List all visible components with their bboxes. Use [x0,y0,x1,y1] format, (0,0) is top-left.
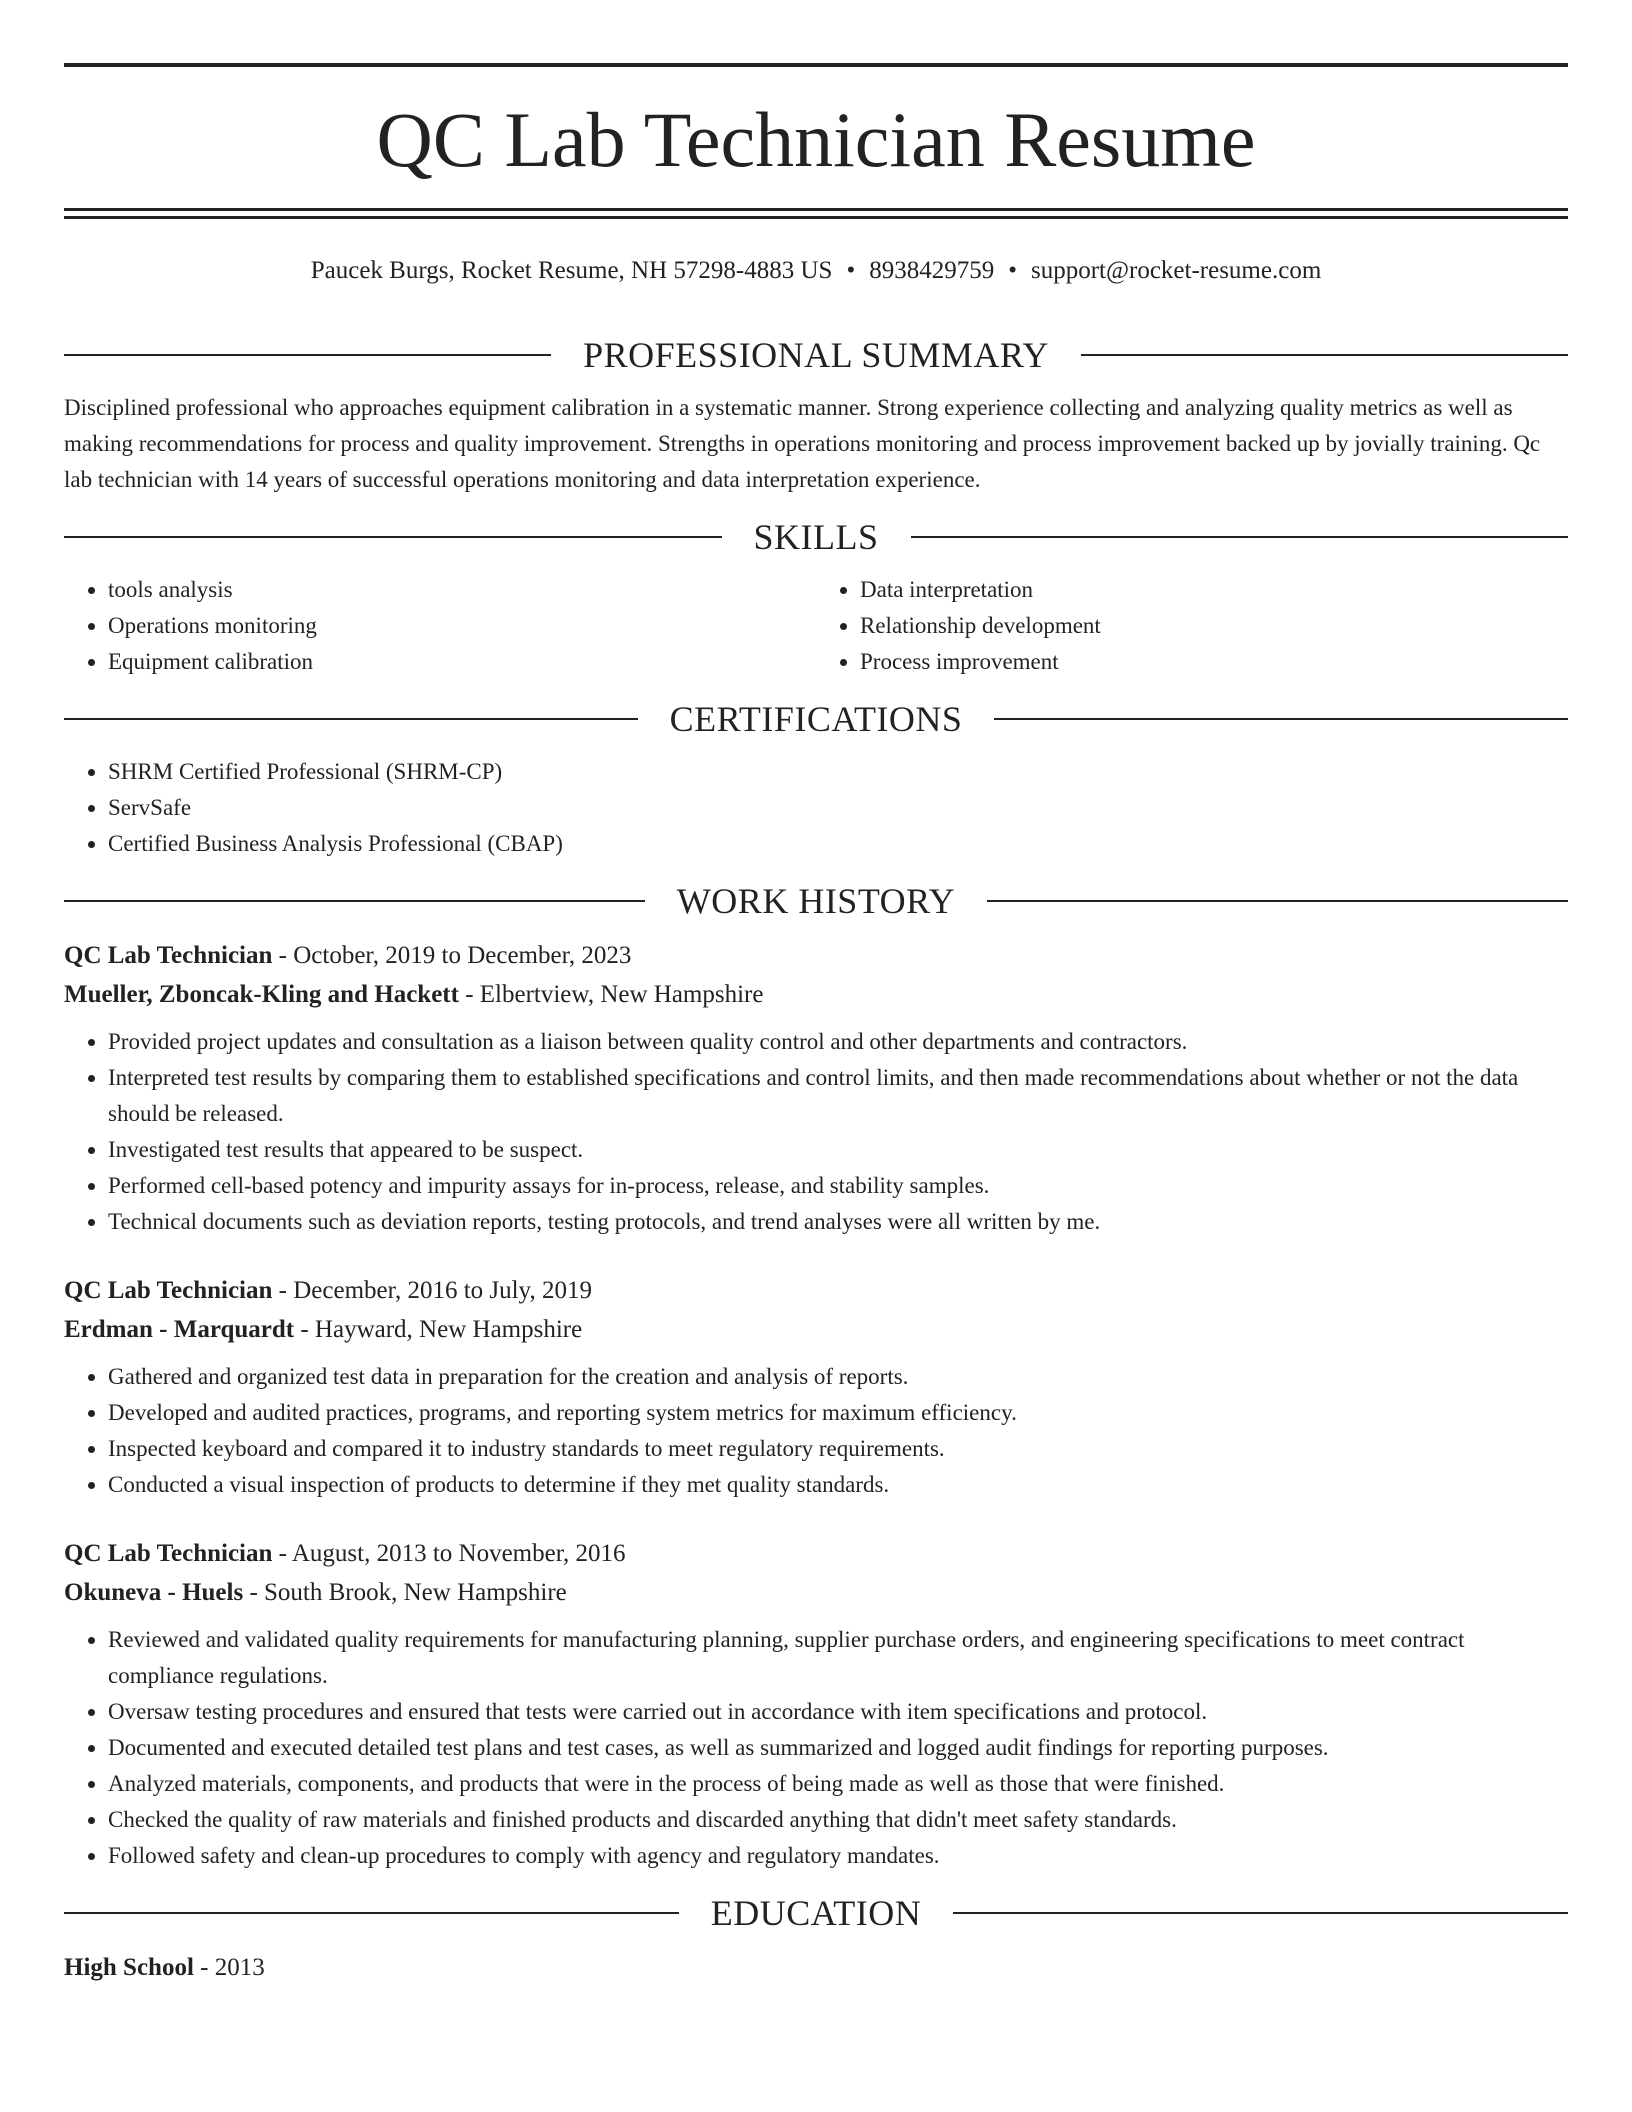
summary-heading [64,330,1568,380]
job-bullet: • Provided project updates and consultation as a liaison between quality control and other departments and contractors. [108,1024,1568,1060]
job-bullet-list [64,1359,1568,1503]
job-bullet-list [64,1622,1568,1874]
resume-content [64,330,1568,1987]
work-history-heading [64,876,1568,926]
skill-item: • Data interpretation [860,572,1568,608]
skill-item: • Relationship development [860,608,1568,644]
heading-rule-right [987,900,1568,902]
education-heading-label: EDUCATION [710,1893,922,1933]
job-location: - South Brook, New Hampshire [243,1579,567,1606]
summary-heading-label: PROFESSIONAL SUMMARY [583,335,1049,375]
job-dates: - December, 2016 to July, 2019 [272,1277,592,1304]
job-bullet: • Interpreted test results by comparing them to established specifications and control limits, and then made recommendations about whether or not the data should be released. [108,1060,1568,1132]
contact-address: Paucek Burgs, Rocket Resume, NH 57298-4883 US [310,257,833,284]
heading-rule-right [994,718,1568,720]
heading-rule-left [64,536,722,538]
job-bullet: • Followed safety and clean-up procedures to comply with agency and regulatory mandates. [108,1838,1568,1874]
heading-rule-left [64,718,638,720]
header-double-rule-lower [64,216,1568,219]
summary-text: Disciplined professional who approaches equipment calibration in a systematic manner. Strong experience collecting and analyzing quality metrics as well as making recommendations for process and quality improvement. Strengths in operations monitoring and process improvement backed up by jovially training. Qc lab technician with 14 years of successful operations monitoring and data interpretation experience. [64,395,1541,492]
heading-rule-left [64,900,645,902]
job-bullet: • Conducted a visual inspection of products to determine if they met quality standards. [108,1467,1568,1503]
job-company-line [64,1573,1568,1612]
skills-heading-label: SKILLS [753,517,879,557]
job-bullet: • Checked the quality of raw materials and finished products and discarded anything that didn't meet safety standards. [108,1802,1568,1838]
heading-rule-right [953,1912,1568,1914]
certifications-heading [64,694,1568,744]
job-title: QC Lab Technician [64,1540,273,1567]
heading-rule-right [911,536,1569,538]
certifications-list [64,754,1568,862]
heading-rule-left [64,354,551,356]
heading-rule-left [64,1912,679,1914]
certification-item: • SHRM Certified Professional (SHRM-CP) [108,754,1568,790]
job-title: QC Lab Technician [64,1277,273,1304]
contact-line [64,254,1568,288]
header-top-rule [64,63,1568,67]
contact-phone: 8938429759 [869,257,995,284]
education-degree: High School [64,1954,194,1981]
header-double-rule-upper [64,208,1568,211]
work-history-heading-label: WORK HISTORY [676,881,956,921]
skill-item: • Operations monitoring [108,608,816,644]
job-entry [64,936,1568,1240]
education-year: - 2013 [193,1954,265,1981]
skills-heading [64,512,1568,562]
job-bullet: • Gathered and organized test data in preparation for the creation and analysis of reports. [108,1359,1568,1395]
contact-separator: • [846,257,856,284]
skills-list-left [64,572,816,680]
job-location: - Hayward, New Hampshire [294,1316,583,1343]
job-company: Erdman - Marquardt [64,1316,295,1343]
job-bullet: • Documented and executed detailed test plans and test cases, as well as summarized and logged audit findings for reporting purposes. [108,1730,1568,1766]
certifications-heading-label: CERTIFICATIONS [669,699,963,739]
job-company-line [64,975,1568,1014]
certification-item: • ServSafe [108,790,1568,826]
skill-item: • Equipment calibration [108,644,816,680]
education-entry [64,1948,1568,1987]
job-bullet: • Investigated test results that appeared to be suspect. [108,1132,1568,1168]
heading-rule-right [1081,354,1568,356]
education-heading [64,1888,1568,1938]
job-dates: - August, 2013 to November, 2016 [272,1540,626,1567]
job-bullet: • Oversaw testing procedures and ensured that tests were carried out in accordance with item specifications and protocol. [108,1694,1568,1730]
skills-columns [64,572,1568,680]
job-title-line [64,936,1568,975]
page-title: QC Lab Technician Resume [376,96,1256,183]
contact-separator: • [1008,257,1017,284]
job-entry [64,1534,1568,1874]
job-title-line [64,1534,1568,1573]
skill-item: • tools analysis [108,572,816,608]
job-company-line [64,1310,1568,1349]
job-bullet: • Developed and audited practices, programs, and reporting system metrics for maximum efficiency. [108,1395,1568,1431]
job-bullet: • Reviewed and validated quality requirements for manufacturing planning, supplier purchase orders, and engineering specifications to meet contract compliance regulations. [108,1622,1568,1694]
job-title: QC Lab Technician [64,942,273,969]
skills-list-right [816,572,1568,680]
skill-item: • Process improvement [860,644,1568,680]
job-entry [64,1271,1568,1503]
job-bullet: • Technical documents such as deviation reports, testing protocols, and trend analyses were all written by me. [108,1204,1568,1240]
job-bullet: • Performed cell-based potency and impurity assays for in-process, release, and stability samples. [108,1168,1568,1204]
job-company: Mueller, Zboncak-Kling and Hackett [64,981,459,1008]
job-bullet: • Analyzed materials, components, and products that were in the process of being made as well as those that were finished. [108,1766,1568,1802]
job-bullet: • Inspected keyboard and compared it to industry standards to meet regulatory requirements. [108,1431,1568,1467]
contact-email: support@rocket-resume.com [1030,257,1322,284]
job-company: Okuneva - Huels [64,1579,244,1606]
job-title-line [64,1271,1568,1310]
certification-item: • Certified Business Analysis Professional (CBAP) [108,826,1568,862]
job-bullet-list [64,1024,1568,1240]
job-location: - Elbertview, New Hampshire [458,981,764,1008]
job-dates: - October, 2019 to December, 2023 [272,942,632,969]
